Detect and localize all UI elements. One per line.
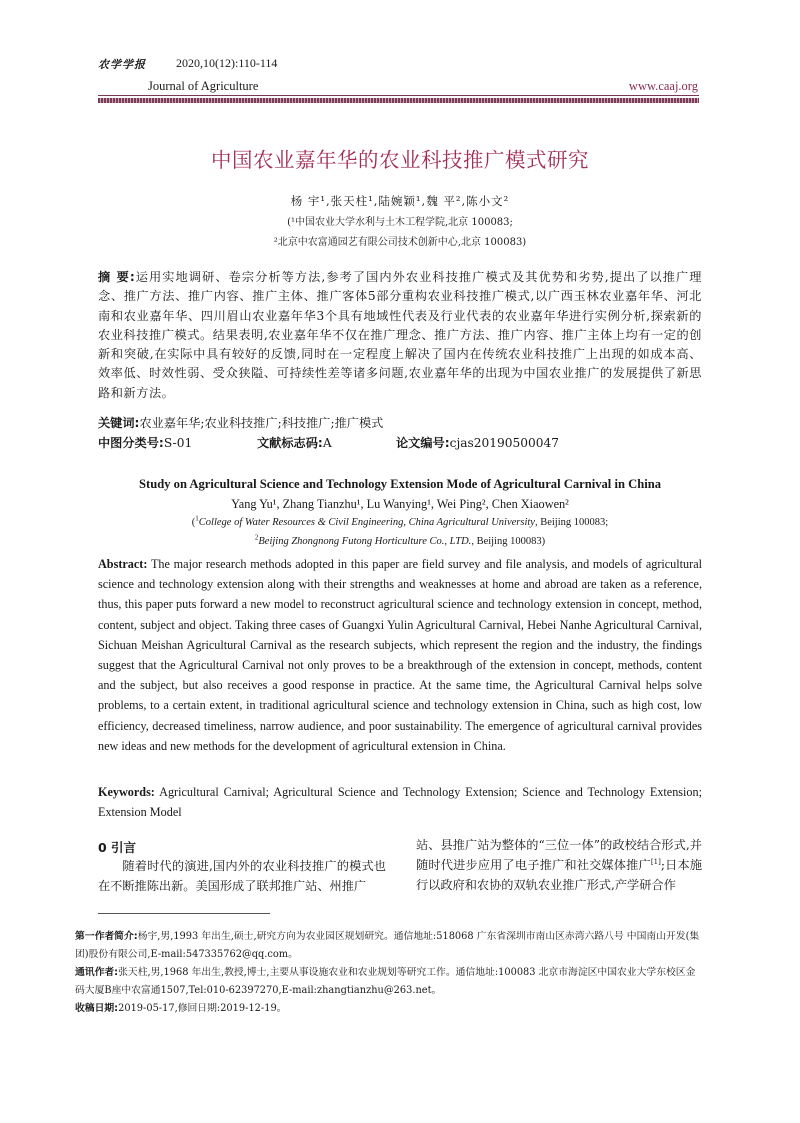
intro-left-column: 随着时代的演进,国内外的农业科技推广的模式也在不断推陈出新。美国形成了联邦推广站、州推广: [98, 859, 386, 893]
footnote-rule: [98, 913, 270, 914]
affiliation-en-1: ($^1$College of Water Resources & Civil Engineering, China Agricultural University, Beijing 100083;: [191, 514, 609, 528]
affiliation-cn-1: (¹中国农业大学水利与土木工程学院,北京 100083;: [287, 217, 513, 228]
intro-right-column: [416, 835, 702, 895]
abstract-cn-label: 摘 要:: [98, 270, 136, 284]
journal-url-link[interactable]: www.caaj.org: [628, 79, 698, 93]
doc-code: [257, 434, 332, 451]
footnotes: [75, 928, 703, 1018]
footnote-corresponding: [75, 964, 703, 1000]
authors-en: Yang Yu¹, Zhang Tianzhu¹, Lu Wanying¹, Wei Ping², Chen Xiaowen²: [231, 497, 569, 511]
corresponding-label: 通讯作者:: [75, 967, 119, 978]
first-author-label: 第一作者简介:: [75, 931, 138, 942]
journal-name-en: Journal of Agriculture: [148, 79, 259, 93]
abstract-cn: [98, 268, 702, 403]
paper-number-value: cjas20190500047: [449, 436, 560, 450]
authors-cn: 杨 宇¹,张天柱¹,陆婉颖¹,魏 平²,陈小文²: [290, 194, 510, 208]
footnote-first-author: [75, 928, 703, 964]
affiliation-en-2-rest: , Beijing 100083): [471, 536, 546, 547]
affiliation-en-1-name: College of Water Resources & Civil Engineering, China Agricultural University: [198, 517, 535, 528]
abstract-en-label: Abstract:: [98, 557, 148, 571]
doc-code-value: A: [322, 436, 332, 450]
paper-title-en: Study on Agricultural Science and Technology Extension Mode of Agricultural Carnival in China: [139, 477, 661, 491]
journal-name-cn: 农学学报: [98, 58, 146, 71]
abstract-en: [98, 554, 702, 756]
affiliation-en-1-sup: 1: [195, 514, 199, 523]
affiliation-en-2-name: Beijing Zhongnong Futong Horticulture Co., LTD.: [258, 536, 472, 547]
paper-title-cn: 中国农业嘉年华的农业科技推广模式研究: [211, 148, 589, 172]
affiliation-en-2: [0, 533, 800, 547]
corresponding-text: 张天柱,男,1968 年出生,教授,博士,主要从事设施农业和农业规划等研究工作。通信地址:100083 北京市海淀区中国农业大学东校区金码大厦B座中农富通1507,Tel:010-62397270,E-mail:zhangtianzhu@263.net。: [75, 967, 696, 996]
keywords-cn-text: 农业嘉年华;农业科技推广;科技推广;推广模式: [139, 416, 384, 430]
intro-right-text-a: 站、县推广站为整体的“三位一体”的政校结合形式,并随时代进步应用了电子推广和社交媒体推广: [416, 838, 702, 872]
citation-1[interactable]: [1]: [650, 857, 661, 866]
paper-number: [396, 434, 559, 451]
classification-row: [98, 434, 192, 451]
keywords-cn-label: 关键词:: [98, 416, 140, 430]
issue-info: 2020,10(12):110-114: [176, 56, 278, 70]
abstract-cn-text: 运用实地调研、卷宗分析等方法,参考了国内外农业科技推广模式及其优势和劣势,提出了以推广理念、推广方法、推广内容、推广主体、推广客体5部分重构农业科技推广模式,以广西玉林农业嘉年华、河北南和农业嘉年华、四川眉山农业嘉年华3个具有地域性代表及行业代表的农业嘉年华进行实例分析,探索新的农业科技推广模式。结果表明,农业嘉年华不仅在推广理念、推广方法、推广内容、推广主体上均有一定的创新和突破,在实际中具有较好的反馈,同时在一定程度上解决了国内在传统农业科技推广上出现的如成本高、效率低、时效性弱、受众狭隘、可持续性差等诸多问题,农业嘉年华的出现为中国农业推广的发展提供了新思路和新方法。: [98, 270, 702, 400]
intro-right-text-b: ;日本施行以政府和农协的双轨农业推广形式,产学研合作: [416, 858, 703, 892]
affiliation-en-1-rest: , Beijing 100083;: [534, 517, 609, 528]
dates-label: 收稿日期:: [75, 1003, 119, 1014]
paper-number-label: 论文编号:: [396, 436, 450, 450]
keywords-cn: [98, 414, 383, 431]
doc-code-label: 文献标志码:: [257, 436, 323, 450]
keywords-en: [98, 782, 702, 822]
abstract-en-text: The major research methods adopted in this paper are field survey and file analysis, and models of agricultural science and technology extension along with their strengths and weaknesses at home and abroad are taken as a reference, thus, this paper puts forward a new model to reconstruct agricultural science and technology extension in concept, method, content, subject and object. Taking three cases of Guangxi Yulin Agricultural Carnival, Hebei Nanhe Agricultural Carnival, Sichuan Meishan Agricultural Carnival as the research subjects, which represent the region and the industry, the findings suggest that the Agricultural Carnival not only proves to be a breakthrough of the extension in concept, methods, content and the subject, but also receives a good response in practice. At the same time, the Agricultural Carnival helps solve problems, to a certain extent, in traditional agricultural science and technology extension in China, such as high cost, low efficiency, decreased timeliness, narrow audience, and poor sustainability. The emergence of agricultural carnival provides new ideas and new methods for the development of agricultural extension in China.: [98, 557, 702, 753]
header-rule-thin: [98, 95, 699, 96]
keywords-en-label: Keywords:: [98, 785, 155, 799]
keywords-en-text: Agricultural Carnival; Agricultural Science and Technology Extension; Science and Technology Extension; Extension Model: [98, 785, 702, 820]
header-rule-hatched: [98, 98, 699, 103]
affiliation-en-2-sup: 2: [254, 533, 259, 542]
clc-value: S-01: [163, 436, 193, 450]
affiliation-cn-2: ²北京中农富通园艺有限公司技术创新中心,北京 100083): [273, 237, 527, 248]
clc-label: 中图分类号:: [98, 436, 164, 450]
footnote-dates: [75, 1000, 703, 1018]
first-author-text: 杨宇,男,1993 年出生,硕士,研究方向为农业园区规划研究。通信地址:518068 广东省深圳市南山区赤湾六路八号 中国南山开发(集团)股份有限公司,E-mail:547335762@qq.com。: [75, 931, 700, 960]
dates-text: 2019-05-17,修回日期:2019-12-19。: [118, 1003, 287, 1014]
section-heading-intro: 0 引言: [98, 840, 137, 855]
